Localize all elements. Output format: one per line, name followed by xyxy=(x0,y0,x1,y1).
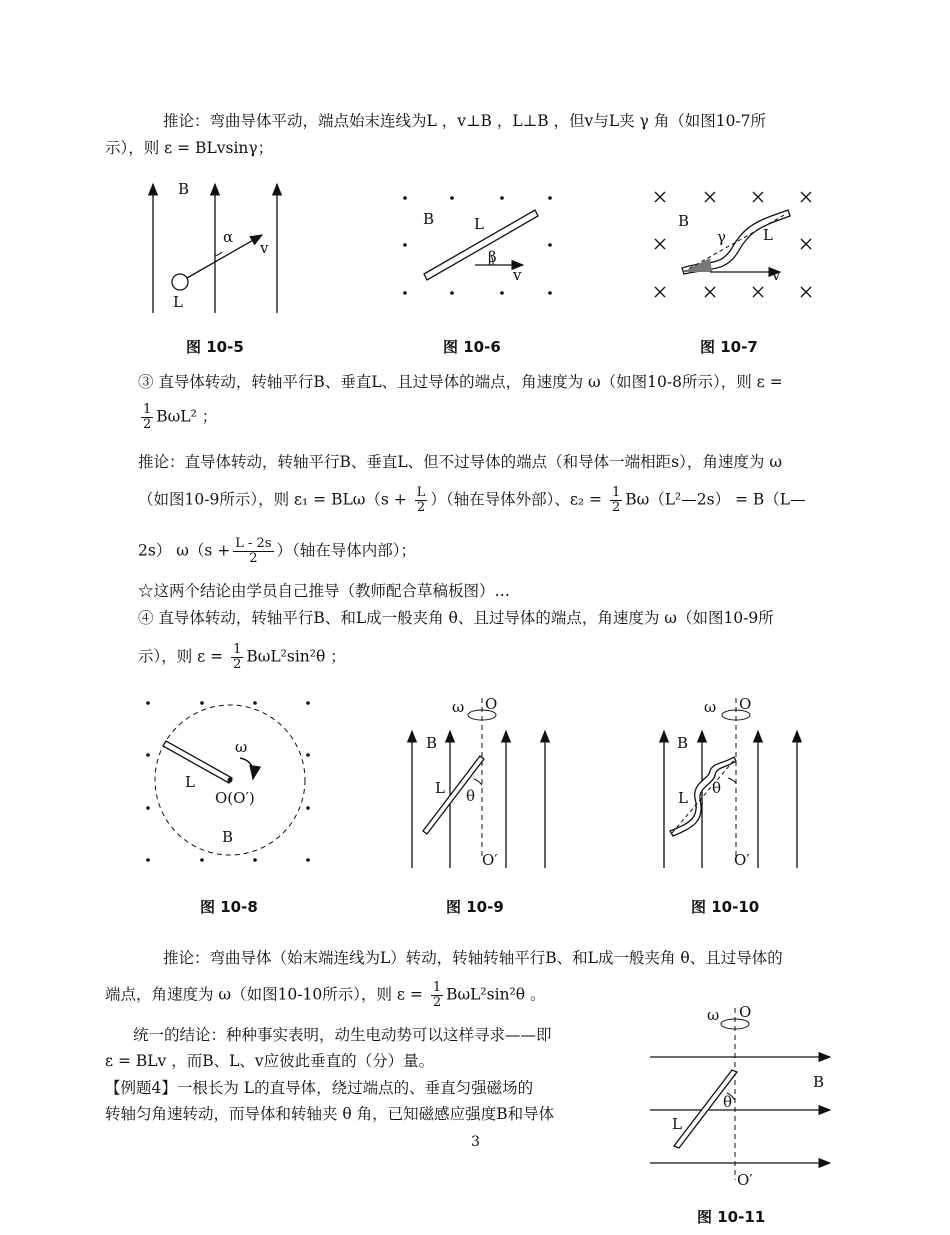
fig8-L: L xyxy=(185,773,195,791)
item3-fraction: $\frac{1}{2}$ xyxy=(143,402,152,432)
corollary2-line1: 推论：直导体转动，转轴平行B、垂直L、但不过导体的端点（和导体一端相距s），角速度为 ω xyxy=(138,453,782,471)
fig7-L: L xyxy=(763,226,773,244)
fig6-v: v xyxy=(513,266,522,284)
corollary2-line2: （如图10-9所示），则 ε₁ = BLω（s + $\frac{L}{2}$ ）（轴在导体外部）、ε₂ = $\frac{1}{2}$ Bω（L²—2s） = B（L— xyxy=(138,485,806,515)
example-line2: 转轴匀角速转动，而导体和转轴夹 θ 角，已知磁感应强度B和导体 xyxy=(105,1105,555,1123)
caption-10-7: 图 10-7 xyxy=(700,338,758,356)
example-line1: 【例题4】一根长为 L的直导体，绕过端点的、垂直匀强磁场的 xyxy=(105,1079,534,1097)
fig9-O: O xyxy=(485,695,498,713)
fig10-B: B xyxy=(677,734,689,752)
fig11-O: O xyxy=(739,1003,752,1021)
corollary2-line3: 2s） ω（s + $\frac{L - 2s}{2}$ ）（轴在导体内部）； xyxy=(138,536,417,566)
fig5-L: L xyxy=(173,293,183,311)
caption-10-5: 图 10-5 xyxy=(186,338,244,356)
figure-10-10 xyxy=(650,693,810,873)
fig8-omega: ω xyxy=(235,738,248,756)
fig9-L: L xyxy=(435,779,445,797)
fig10-O: O xyxy=(739,695,752,713)
fig6-B: B xyxy=(423,210,435,228)
fig11-L: L xyxy=(672,1115,682,1133)
fig9-O2: O′ xyxy=(482,851,498,869)
caption-10-9: 图 10-9 xyxy=(446,898,504,916)
fig6-L: L xyxy=(474,215,484,233)
figure-10-11 xyxy=(645,1000,845,1195)
para1-line1: 推论：弯曲导体平动，端点始末连线为L ，v⊥B ，L⊥B ，但v与L夹 γ 角（如图10-7所 xyxy=(163,112,767,130)
figure-10-8 xyxy=(140,695,320,870)
fig10-theta: θ xyxy=(712,779,722,797)
fig8-B: B xyxy=(222,828,234,846)
fig7-B: B xyxy=(678,212,690,230)
caption-10-8: 图 10-8 xyxy=(200,898,258,916)
unified-line2: ε = BLv ，而B、L、v应彼此垂直的（分）量。 xyxy=(105,1052,435,1070)
fig8-O: O(O′) xyxy=(215,789,255,807)
fig11-omega: ω xyxy=(707,1006,720,1024)
fig10-omega: ω xyxy=(704,698,717,716)
figure-10-9 xyxy=(398,693,558,873)
fig11-theta: θ xyxy=(723,1093,733,1111)
para-bent-line1: 推论：弯曲导体（始末端连线为L）转动，转轴转轴平行B、和L成一般夹角 θ、且过导体的 xyxy=(163,949,783,967)
fig5-v: v xyxy=(260,239,269,257)
item3-line1: ③ 直导体转动，转轴平行B、垂直L、且过导体的端点，角速度为 ω（如图10-8所示），则 ε = xyxy=(138,373,783,391)
item4-line2: 示），则 ε = $\frac{1}{2}$ BωL²sin²θ ； xyxy=(138,642,346,672)
item4-line1: ④ 直导体转动，转轴平行B、和L成一般夹角 θ、且过导体的端点，角速度为 ω（如图10-9所 xyxy=(138,609,774,627)
para-bent-line2: 端点，角速度为 ω（如图10-10所示），则 ε = $\frac{1}{2}$ BωL²sin²θ 。 xyxy=(105,980,546,1010)
page-number: 3 xyxy=(471,1134,480,1150)
fig9-omega: ω xyxy=(452,698,465,716)
note-line: ☆这两个结论由学员自己推导（教师配合草稿板图）… xyxy=(138,582,511,600)
fig9-B: B xyxy=(426,734,438,752)
para1-line2: 示），则 ε = BLvsinγ； xyxy=(105,139,274,157)
fig5-B: B xyxy=(178,180,190,198)
fig9-theta: θ xyxy=(466,787,476,805)
fig6-beta: β xyxy=(488,248,497,266)
fig5-alpha: α xyxy=(223,228,234,246)
caption-10-6: 图 10-6 xyxy=(443,338,501,356)
caption-10-10: 图 10-10 xyxy=(691,898,760,916)
fig7-gamma: γ xyxy=(717,228,726,246)
fig10-L: L xyxy=(678,789,688,807)
figure-10-5 xyxy=(140,178,290,318)
figure-10-7 xyxy=(650,188,815,303)
fig10-O2: O′ xyxy=(734,851,750,869)
caption-10-11: 图 10-11 xyxy=(697,1208,766,1226)
fig11-B: B xyxy=(813,1073,825,1091)
figure-10-6 xyxy=(395,186,565,301)
item3-line2: $\frac{1}{2}$ BωL² ； xyxy=(143,402,218,432)
fig7-v: v xyxy=(772,266,781,284)
unified-line1: 统一的结论：种种事实表明，动生电动势可以这样寻求——即 xyxy=(133,1026,552,1044)
fig11-O2: O′ xyxy=(737,1171,753,1189)
